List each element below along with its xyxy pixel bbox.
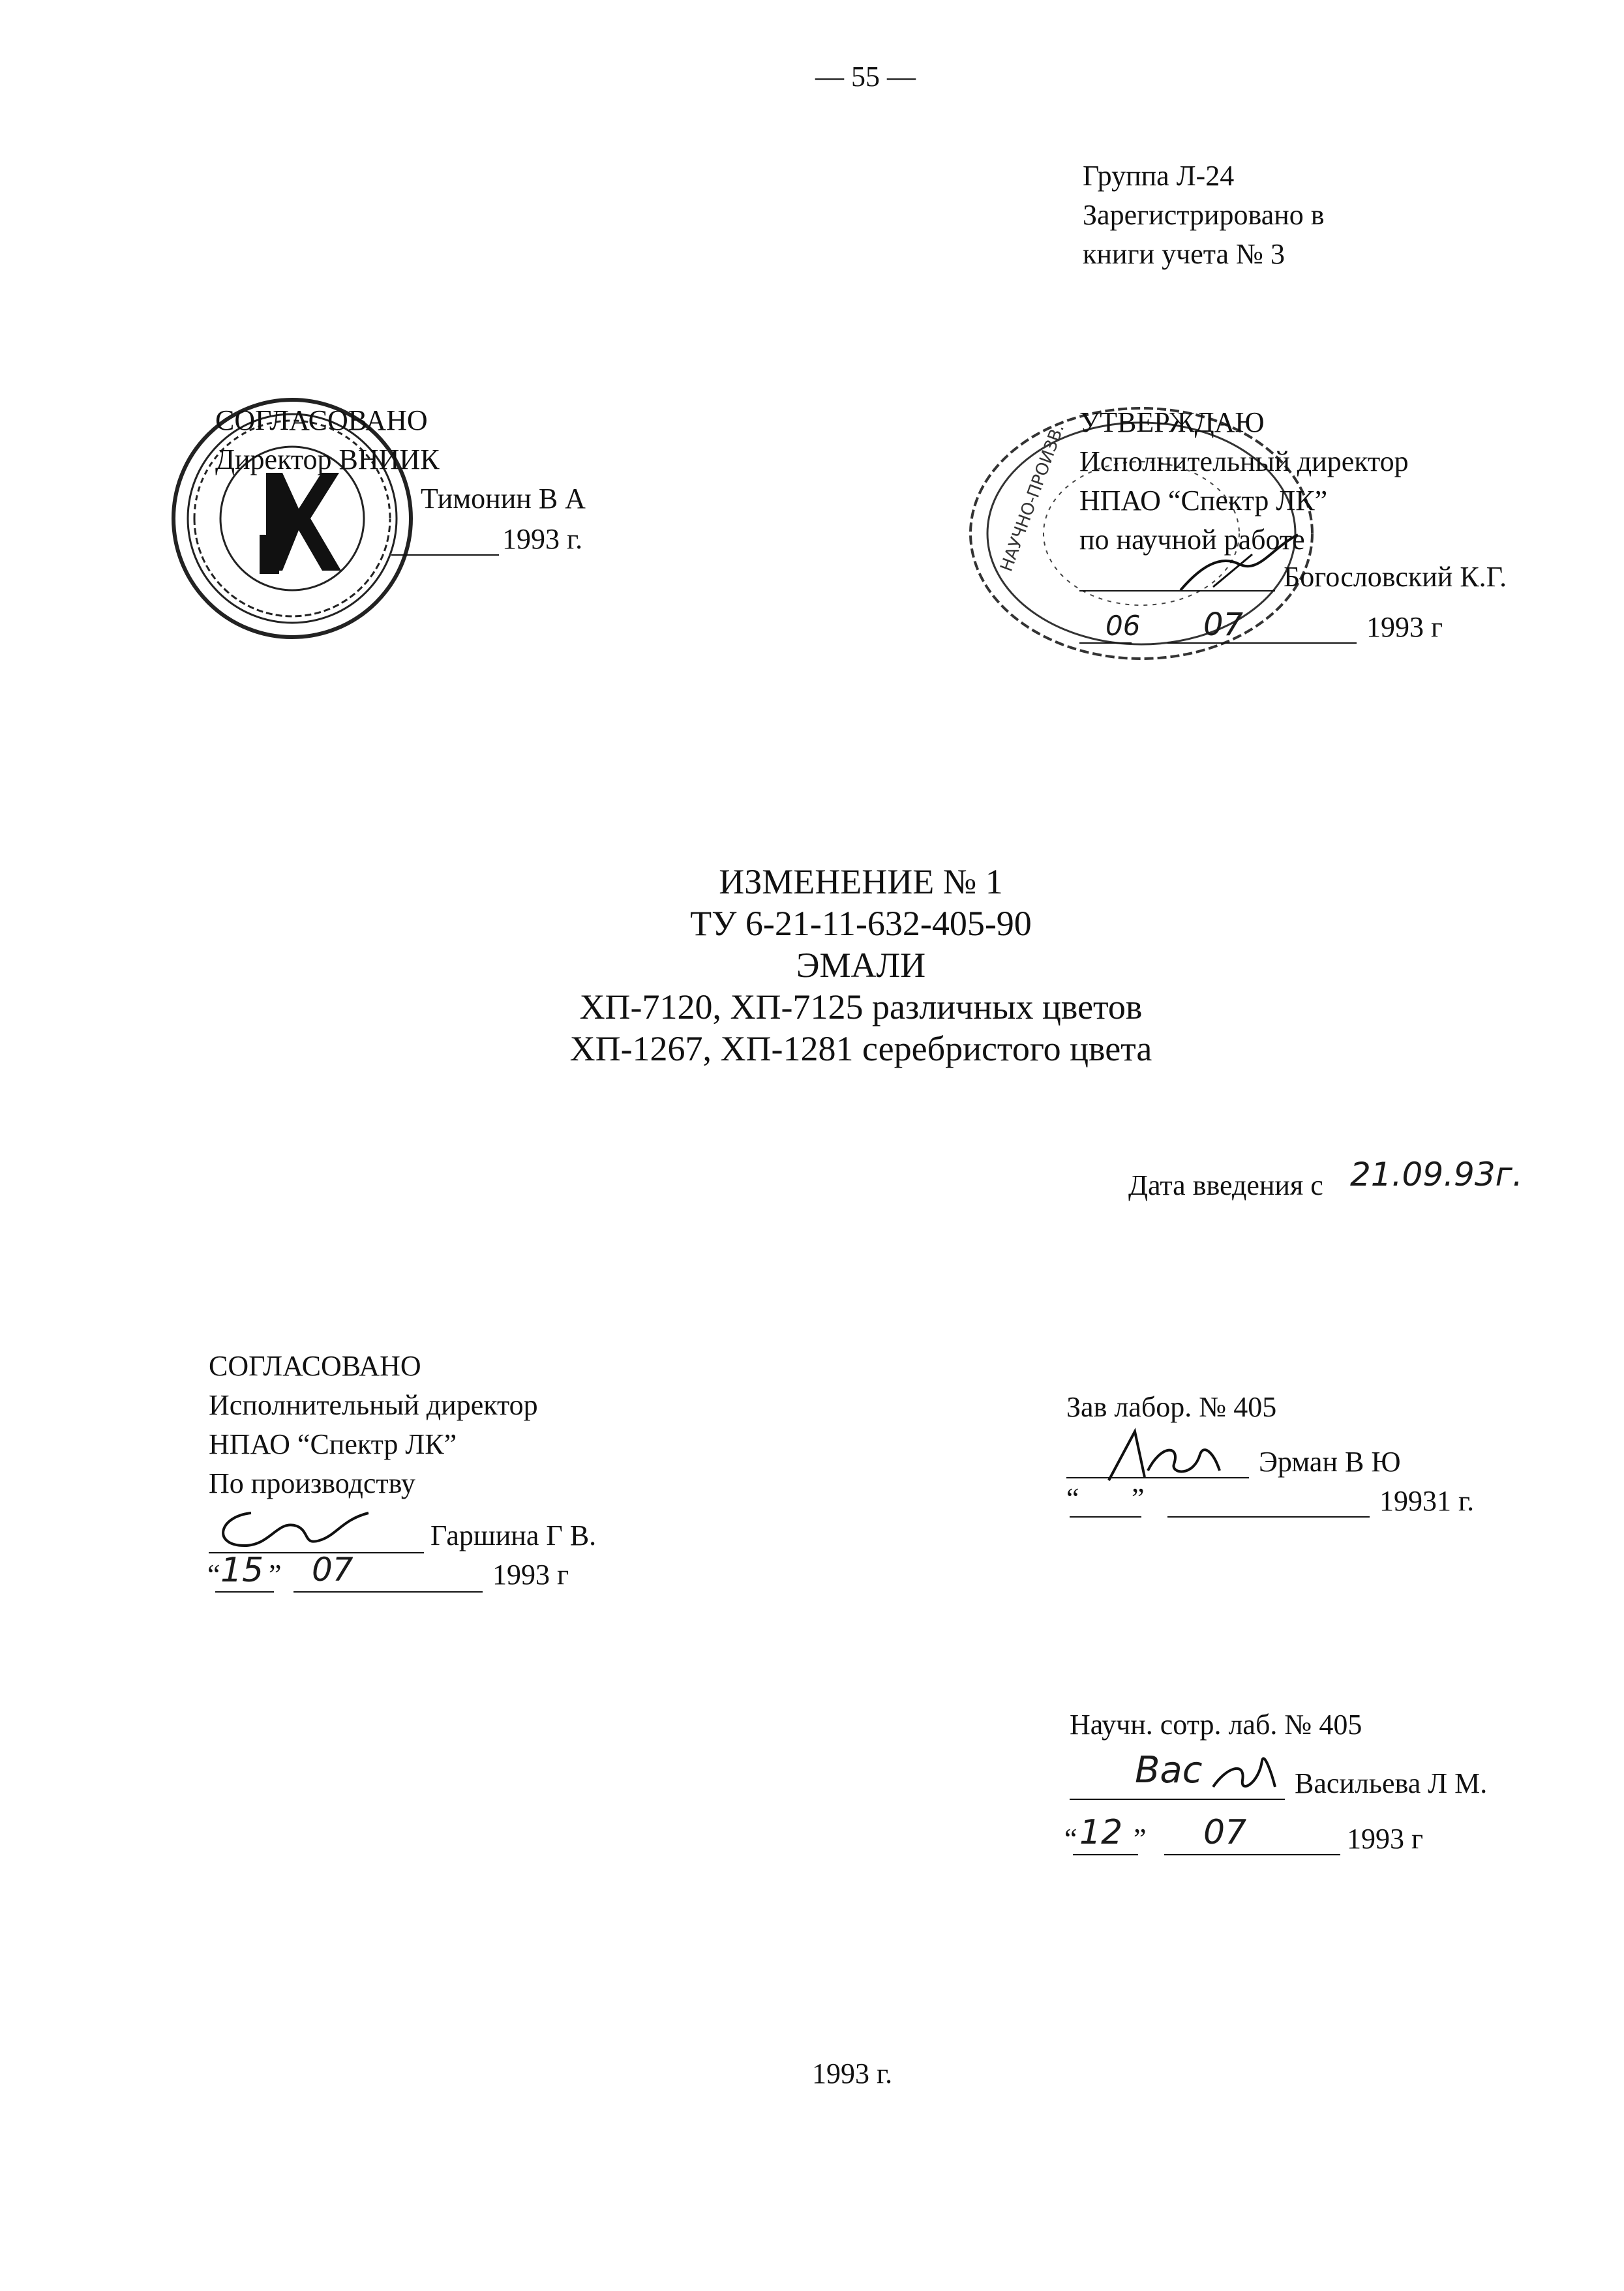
approve-top-area: по научной работе — [1079, 524, 1305, 556]
researcher-quote-open: “ — [1064, 1823, 1077, 1855]
researcher-signature-tail — [1207, 1748, 1278, 1800]
title-line-1: ИЗМЕНЕНИЕ № 1 — [719, 862, 1003, 901]
agreed-bottom-month-line — [293, 1591, 483, 1593]
lab-head-year: 19931 г. — [1379, 1485, 1475, 1517]
agreed-bottom-day: 15 — [220, 1551, 264, 1590]
researcher-quote-close: ” — [1134, 1823, 1147, 1855]
agreed-bottom-block — [209, 1347, 538, 1503]
lab-head-signature-line — [1066, 1477, 1249, 1478]
agreed-bottom-signature-scribble — [205, 1500, 375, 1559]
intro-date-value: 21.09.93г. — [1350, 1156, 1523, 1193]
lab-head-quote-close: ” — [1132, 1482, 1145, 1514]
agreed-bottom-quote-open: “ — [207, 1559, 220, 1591]
agreed-bottom-org: НПАО “Спектр ЛК” — [209, 1428, 457, 1460]
agreed-bottom-heading: СОГЛАСОВАНО — [209, 1350, 421, 1382]
approve-top-heading: УТВЕРЖДАЮ — [1079, 406, 1265, 438]
lab-head-quote-open: “ — [1066, 1482, 1079, 1514]
researcher-year: 1993 г — [1347, 1823, 1424, 1855]
document-title — [0, 861, 1624, 1070]
agreed-top-heading: СОГЛАСОВАНО — [215, 404, 428, 436]
researcher-signature: Вас — [1135, 1749, 1203, 1791]
lab-head-day-line — [1070, 1516, 1141, 1518]
approve-top-position: Исполнительный директор — [1079, 445, 1409, 477]
title-line-2: ТУ 6-21-11-632-405-90 — [690, 904, 1032, 943]
agreed-top-name: Тимонин В А — [421, 483, 586, 515]
agreed-bottom-name: Гаршина Г В. — [430, 1520, 597, 1551]
researcher-signature-line — [1070, 1799, 1285, 1800]
lab-head-name: Эрман В Ю — [1259, 1446, 1401, 1478]
agreed-top-org: Директор ВНИИК — [215, 443, 440, 475]
approve-top-day: 06 — [1105, 610, 1141, 642]
agreed-top-year: 1993 г. — [502, 523, 583, 555]
title-line-5: ХП-1267, ХП-1281 серебристого цвета — [569, 1029, 1152, 1068]
lab-head-signature-scribble — [1083, 1418, 1252, 1490]
intro-date-label: Дата введения с — [1128, 1169, 1323, 1201]
footer-year: 1993 г. — [812, 2058, 893, 2089]
approve-top-year: 1993 г — [1366, 611, 1443, 643]
approve-top-org: НПАО “Спектр ЛК” — [1079, 485, 1328, 517]
registration-block — [1083, 157, 1325, 274]
approve-top-signature-line — [1079, 590, 1275, 591]
agreed-bottom-quote-close: ” — [269, 1559, 282, 1591]
lab-head-position: Зав лабор. № 405 — [1066, 1391, 1277, 1423]
researcher-day-line — [1073, 1854, 1138, 1855]
page-number: — 55 — — [815, 61, 916, 93]
approve-top-block — [1079, 403, 1409, 560]
agreed-bottom-year: 1993 г — [492, 1559, 569, 1591]
agreed-top-date-line — [391, 554, 499, 556]
approve-top-day-line — [1079, 642, 1132, 644]
agreed-top-block — [215, 401, 440, 479]
approve-top-month-line — [1167, 642, 1357, 644]
approve-top-month: 07 — [1203, 606, 1244, 643]
svg-text:НАУЧНО-ПРОИЗВ.: НАУЧНО-ПРОИЗВ. — [997, 421, 1069, 575]
researcher-month-line — [1164, 1854, 1340, 1855]
registration-book: книги учета № 3 — [1083, 238, 1285, 270]
researcher-day: 12 — [1079, 1813, 1123, 1852]
agreed-bottom-position: Исполнительный директор — [209, 1389, 538, 1421]
registration-registered: Зарегистрировано в — [1083, 199, 1325, 231]
registration-group: Группа Л-24 — [1083, 160, 1235, 192]
approve-top-name: Богословский К.Г. — [1284, 561, 1507, 593]
lab-head-month-line — [1167, 1516, 1370, 1518]
agreed-bottom-day-line — [215, 1591, 274, 1593]
researcher-position: Научн. сотр. лаб. № 405 — [1070, 1709, 1362, 1741]
title-line-3: ЭМАЛИ — [796, 946, 926, 985]
researcher-month: 07 — [1203, 1813, 1247, 1852]
agreed-bottom-month: 07 — [312, 1551, 353, 1589]
title-line-4: ХП-7120, ХП-7125 различных цветов — [579, 987, 1143, 1026]
researcher-name: Васильева Л М. — [1295, 1767, 1488, 1799]
agreed-bottom-area: По производству — [209, 1467, 415, 1499]
